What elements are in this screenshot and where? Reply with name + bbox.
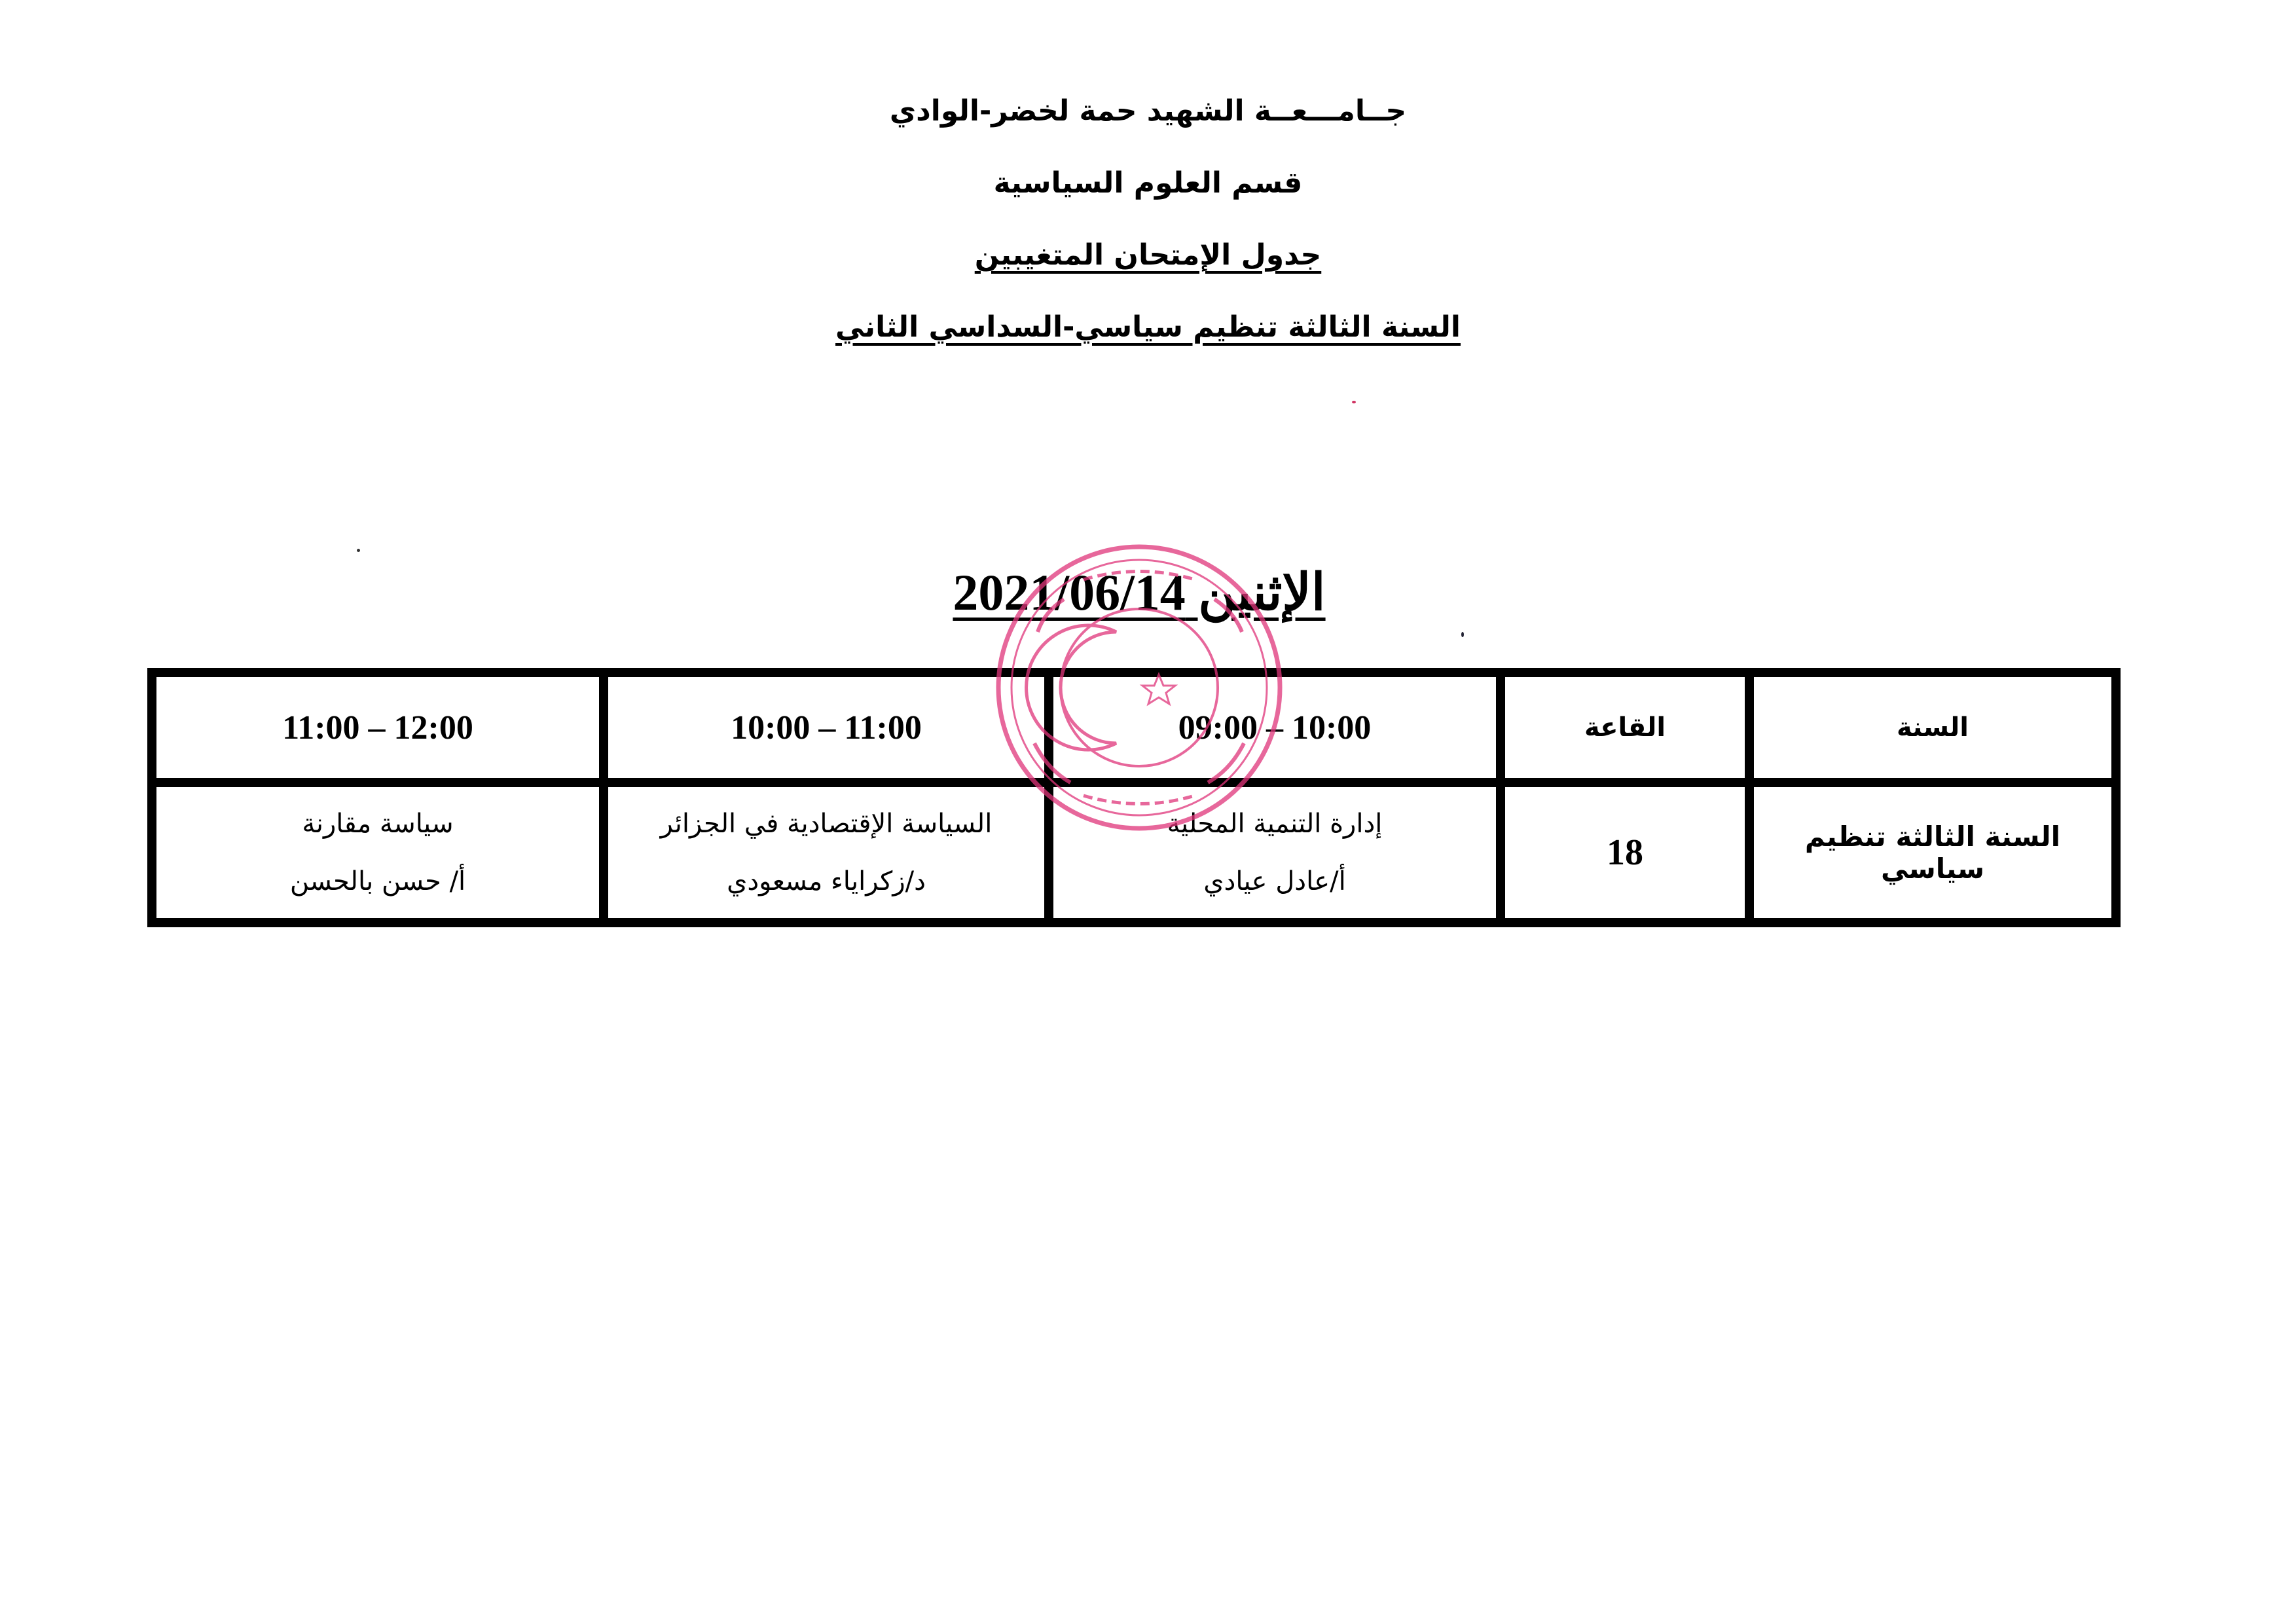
exam-date-heading: الإثنين 2021/06/14	[953, 564, 1326, 621]
table-row	[152, 783, 2116, 923]
cell-slot-3	[152, 783, 604, 923]
slot-1-teacher: أ/عادل عيادي	[1203, 866, 1346, 896]
ink-speck	[1352, 401, 1356, 403]
slot-3-subject: سياسة مقارنة	[302, 809, 454, 839]
header-room: القاعة	[1501, 673, 1749, 783]
cell-room: 18	[1501, 783, 1749, 923]
cell-year: السنة الثالثة تنظيم سياسي	[1749, 783, 2116, 923]
slot-3-teacher: أ/ حسن بالحسن	[289, 866, 466, 896]
department-name: قسم العلوم السياسية	[993, 166, 1303, 200]
program-title: السنة الثالثة تنظيم سياسي-السداسي الثاني	[835, 310, 1461, 344]
header-year: السنة	[1749, 673, 2116, 783]
slot-1-subject: إدارة التنمية المحلية	[1167, 809, 1383, 839]
table-header-row	[152, 673, 2116, 783]
cell-slot-2	[604, 783, 1049, 923]
header-slot-3: 11:00 – 12:00	[152, 673, 604, 783]
slot-2-teacher: د/زكراياء مسعودي	[727, 866, 926, 896]
header-slot-2: 10:00 – 11:00	[604, 673, 1049, 783]
document-title: جدول الإمتحان المتغيبين	[974, 238, 1322, 272]
ink-speck	[1461, 632, 1464, 637]
exam-schedule-table	[147, 668, 2121, 927]
slot-2-subject: السياسة الإقتصادية في الجزائر	[660, 809, 993, 839]
university-name: جــامـــعــة الشهيد حمة لخضر-الوادي	[889, 94, 1407, 128]
cell-slot-1	[1049, 783, 1501, 923]
ink-speck	[357, 549, 360, 552]
header-slot-1: 09:00 – 10:00	[1049, 673, 1501, 783]
